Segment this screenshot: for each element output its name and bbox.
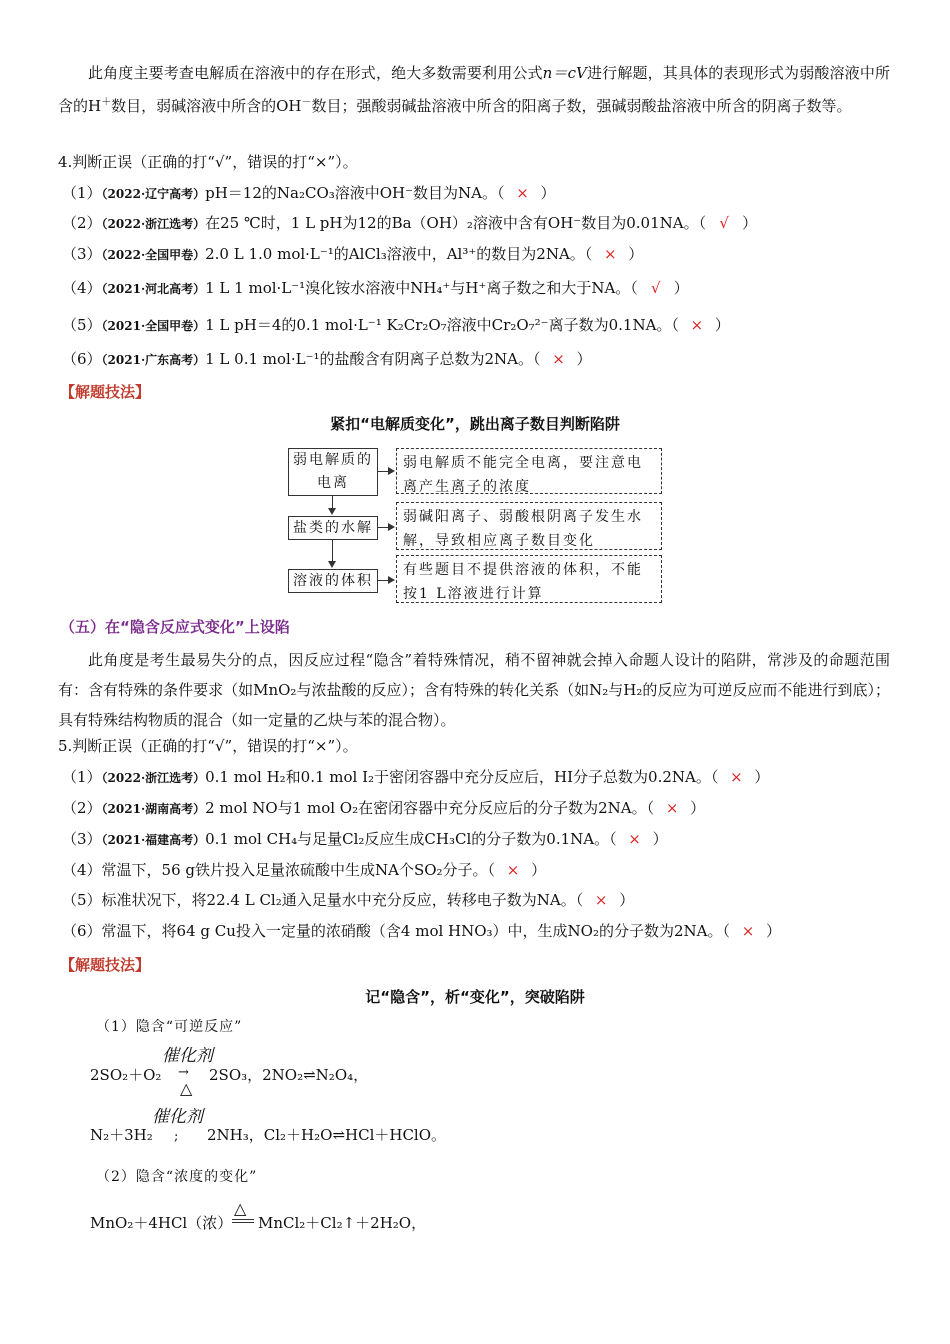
item-number: （1） [62, 184, 102, 202]
question-item [62, 277, 689, 300]
item-text: 常温下，56 g铁片投入足量浓硫酸中生成NA个SO₂分子。（ [101, 861, 496, 879]
answer-mark: √ [651, 279, 661, 297]
heat-delta-icon: △ [180, 1079, 193, 1098]
intro-text-3: 数目，弱碱溶液中所含的OH [111, 97, 302, 115]
equation-1-right: 2SO₃，2NO₂⇌N₂O₄， [209, 1066, 369, 1084]
answer-mark: × [516, 184, 529, 202]
close-paren: ） [652, 830, 668, 848]
diagram-connector [332, 539, 333, 563]
item-number: （5） [62, 316, 102, 334]
tip2-label: 【解题技法】 [60, 956, 151, 974]
diagram-arrow-right [388, 467, 395, 475]
reaction-arrow-icon: → [178, 1065, 189, 1080]
item-source: （2021·湖南高考） [101, 802, 206, 816]
q4-heading: 4.判断正误（正确的打“√”，错误的打“×”）。 [58, 153, 358, 171]
close-paren: ） [628, 245, 644, 263]
item-text: 2 mol NO与1 mol O₂在密闭容器中充分反应后的分子数为2NA。（ [205, 799, 655, 817]
close-paren: ） [619, 891, 635, 909]
heat-delta-icon: △ [234, 1199, 247, 1218]
diagram-note-volume: 有些题目不提供溶液的体积，不能按1 L溶液进行计算 [396, 555, 662, 603]
intro-formula: n＝cV [542, 64, 587, 82]
item-source: （2022·浙江选考） [101, 217, 206, 231]
answer-mark: × [690, 316, 704, 334]
section5-title: （五）在“隐含反应式变化”上设陷 [60, 618, 290, 636]
item-number: （3） [62, 245, 102, 263]
item-text: 1 L 1 mol·L⁻¹溴化铵水溶液中NH₄⁺与H⁺离子数之和大于NA。（ [205, 279, 638, 297]
intro-paragraph: 此角度主要考查电解质在溶液中的存在形式，绝大多数需要利用公式n＝cV进行解题，其具体的表现形式为弱酸溶液中所含的H＋数目，弱碱溶液中所含的OH－数目；强酸弱碱盐溶液中所含的阳离子数，强碱弱酸盐溶液中所含的阴离子数等。 [58, 64, 890, 115]
question-item [62, 314, 730, 337]
question-item [62, 889, 634, 912]
close-paren: ） [714, 316, 730, 334]
equals-sign-bottom [232, 1222, 254, 1223]
diagram-arrow-right [388, 523, 395, 531]
answer-mark: × [741, 922, 755, 940]
item-source: （2021·福建高考） [101, 833, 206, 847]
question-item [62, 766, 769, 789]
question-item [62, 212, 757, 235]
diagram-box-weak-electrolyte: 弱电解质的电离 [288, 448, 378, 496]
q5-heading: 5.判断正误（正确的打“√”，错误的打“×”）。 [58, 737, 358, 755]
diagram-box-volume: 溶液的体积 [288, 569, 378, 593]
question-item [62, 920, 781, 943]
item-number: （2） [62, 214, 102, 232]
question-item [62, 243, 643, 266]
intro-text-2: 进行解题，其具体的表现形式为弱酸溶液中所含的H [58, 64, 890, 115]
item-number: （5） [62, 891, 102, 909]
equation-1-left: 2SO₂＋O₂ [90, 1066, 162, 1084]
item-number: （2） [62, 799, 102, 817]
diagram-arrow-right [388, 576, 395, 584]
item-source: （2022·全国甲卷） [101, 248, 206, 262]
close-paren: ） [531, 861, 547, 879]
answer-mark: × [665, 799, 679, 817]
item-number: （6） [62, 922, 102, 940]
equation-3-left: MnO₂＋4HCl（浓） [90, 1214, 233, 1232]
tip1-title: 紧扣“电解质变化”，跳出离子数目判断陷阱 [330, 415, 620, 433]
item-number: （4） [62, 861, 102, 879]
diagram-arrow-down [328, 508, 336, 515]
close-paren: ） [742, 214, 758, 232]
question-item [62, 859, 546, 882]
close-paren: ） [576, 350, 592, 368]
tip2-sub1: （1）隐含“可逆反应” [96, 1019, 243, 1035]
answer-mark: × [552, 350, 565, 368]
close-paren: ） [766, 922, 782, 940]
equation-2-right: 2NH₃，Cl₂＋H₂O⇌HCl＋HClO。 [207, 1126, 447, 1144]
answer-mark: × [604, 245, 617, 263]
item-number: （6） [62, 350, 102, 368]
catalyst-label: 催化剂 [152, 1107, 203, 1127]
answer-mark: × [628, 830, 641, 848]
item-source: （2021·全国甲卷） [101, 319, 206, 333]
item-text: 1 L pH＝4的0.1 mol·L⁻¹ K₂Cr₂O₇溶液中Cr₂O₇²⁻离子数为0.1NA。（ [205, 316, 679, 334]
close-paren: ） [540, 184, 556, 202]
intro-text-1: 此角度主要考查电解质在溶液中的存在形式，绝大多数需要利用公式 [88, 64, 543, 82]
question-item [62, 182, 556, 205]
close-paren: ） [754, 768, 770, 786]
close-paren: ） [673, 279, 689, 297]
tip1-label: 【解题技法】 [60, 383, 151, 401]
item-text: pH＝12的Na₂CO₃溶液中OH⁻数目为NA。（ [205, 184, 505, 202]
answer-mark: √ [719, 214, 729, 232]
equation-3-right: MnCl₂＋Cl₂↑＋2H₂O， [258, 1214, 427, 1232]
item-text: 2.0 L 1.0 mol·L⁻¹的AlCl₃溶液中，Al³⁺的数目为2NA。（ [205, 245, 593, 263]
item-text: 0.1 mol H₂和0.1 mol I₂于密闭容器中充分反应后，HI分子总数为0.2NA。（ [205, 768, 719, 786]
item-source: （2022·浙江选考） [101, 771, 206, 785]
intro-text-4: 数目；强酸弱碱盐溶液中所含的阳离子数，强碱弱酸盐溶液中所含的阴离子数等。 [311, 97, 852, 115]
equals-sign-top [232, 1219, 254, 1220]
answer-mark: × [730, 768, 743, 786]
tip2-sub2: （2）隐含“浓度的变化” [96, 1169, 258, 1185]
answer-mark: × [506, 861, 520, 879]
item-number: （1） [62, 768, 102, 786]
question-item [62, 348, 592, 371]
item-text: 常温下，将64 g Cu投入一定量的浓硝酸（含4 mol HNO₃）中，生成NO₂的分子数为2NA。（ [101, 922, 730, 940]
section5-paragraph: 此角度是考生最易失分的点，因反应过程“隐含”着特殊情况，稍不留神就会掉入命题人设计的陷阱，常涉及的命题范围有：含有特殊的条件要求（如MnO₂与浓盐酸的反应）；含有特殊的转化关系（如N₂与H₂的反应为可逆反应而不能进行到底）；具有特殊结构物质的混合（如一定量的乙炔与苯的混合物）。 [58, 651, 890, 729]
item-text: 在25 ℃时，1 L pH为12的Ba（OH）₂溶液中含有OH⁻数目为0.01NA。（ [205, 214, 707, 232]
close-paren: ） [690, 799, 706, 817]
catalyst-label: 催化剂 [162, 1046, 213, 1066]
reversible-arrow-icon: ; [174, 1129, 179, 1144]
diagram-note-hydrolysis: 弱碱阳离子、弱酸根阴离子发生水解，导致相应离子数目变化 [396, 502, 662, 550]
item-source: （2021·河北高考） [101, 282, 206, 296]
item-number: （3） [62, 830, 102, 848]
item-text: 1 L 0.1 mol·L⁻¹的盐酸含有阴离子总数为2NA。（ [205, 350, 541, 368]
question-item [62, 797, 705, 820]
item-source: （2022·辽宁高考） [101, 187, 206, 201]
item-source: （2021·广东高考） [101, 353, 206, 367]
diagram-box-hydrolysis: 盐类的水解 [288, 516, 378, 540]
item-text: 标准状况下，将22.4 L Cl₂通入足量水中充分反应，转移电子数为NA。（ [101, 891, 584, 909]
tip2-title: 记“隐含”，析“变化”，突破陷阱 [365, 988, 585, 1006]
diagram-arrow-down [328, 561, 336, 568]
diagram-note-weak-electrolyte: 弱电解质不能完全电离，要注意电离产生离子的浓度 [396, 448, 662, 494]
equation-2-left: N₂＋3H₂ [90, 1126, 153, 1144]
answer-mark: × [594, 891, 608, 909]
question-item [62, 828, 668, 851]
item-number: （4） [62, 279, 102, 297]
item-text: 0.1 mol CH₄与足量Cl₂反应生成CH₃Cl的分子数为0.1NA。（ [205, 830, 617, 848]
